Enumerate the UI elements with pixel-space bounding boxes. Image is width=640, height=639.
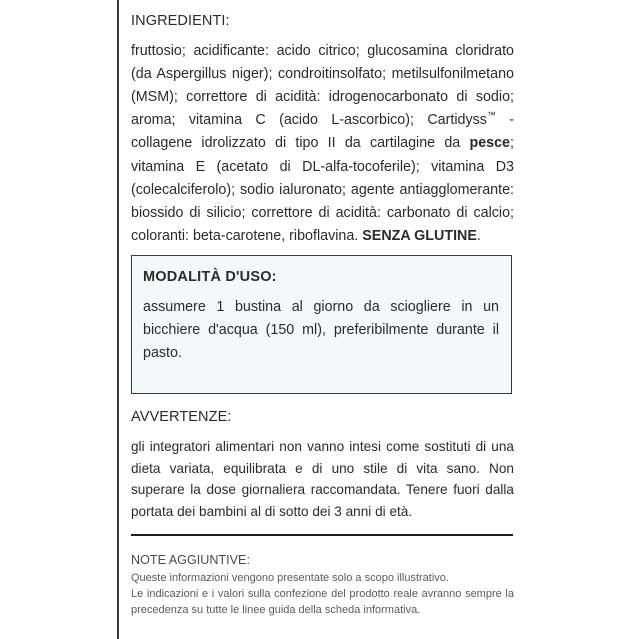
additional-notes-heading: NOTE AGGIUNTIVE: bbox=[131, 553, 250, 567]
additional-notes-section bbox=[131, 552, 514, 619]
usage-instructions-box bbox=[131, 255, 512, 394]
ingredients-text-end: . bbox=[476, 228, 481, 245]
warnings-heading: AVVERTENZE: bbox=[131, 409, 232, 425]
left-vertical-rule bbox=[117, 0, 119, 639]
allergen-highlight-pesce: pesce bbox=[469, 135, 511, 152]
ingredients-heading: INGREDIENTI: bbox=[131, 13, 230, 29]
ingredients-text-part-3: ; vitamina E (acetato di DL-alfa-tocoferile); vitamina D3 (colecalciferolo); sodio ialuronato; agente antiagglomerante: biossido di silicio; correttore di acidità: carbonato di calcio; coloranti: beta-carotene, riboflavina. bbox=[131, 135, 514, 245]
usage-heading: MODALITÀ D'USO: bbox=[143, 269, 277, 285]
footer-divider bbox=[131, 534, 513, 536]
ingredients-section bbox=[131, 12, 514, 248]
trademark-icon: ™ bbox=[486, 110, 496, 121]
additional-notes-line-2: Le indicazioni e i valori sulla confezione del prodotto reale avranno sempre la precedenza su tutte le linee guida della scheda informativa. bbox=[131, 587, 514, 616]
warnings-section bbox=[131, 408, 514, 523]
additional-notes-line-1: Queste informazioni vengono presentate solo a scopo illustrativo. bbox=[131, 572, 449, 584]
ingredients-text bbox=[131, 40, 514, 248]
ingredients-text-part-1: fruttosio; acidificante: acido citrico; glucosamina cloridrato (da Aspergillus niger); condroitinsolfato; metilsulfonilmetano (MSM); correttore di acidità: idrogenocarbonato di sodio; aroma; vitamina C (acido L-ascorbico); Cartidyss bbox=[131, 42, 514, 129]
content-column bbox=[131, 0, 514, 639]
gluten-free-claim: SENZA GLUTINE bbox=[362, 228, 477, 245]
usage-text: assumere 1 bustina al giorno da sciogliere in un bicchiere d'acqua (150 ml), preferibilmente durante il pasto. bbox=[143, 298, 499, 362]
ingredients-text-part-2: - collagene idrolizzato di tipo II da cartilagine da bbox=[131, 112, 515, 152]
warnings-text: gli integratori alimentari non vanno intesi come sostituti di una dieta variata, equilibrata e di uno stile di vita sano. Non superare la dose giornaliera raccomandata. Tenere fuori dalla portata dei bambini al di sotto dei 3 anni di età. bbox=[131, 438, 514, 520]
